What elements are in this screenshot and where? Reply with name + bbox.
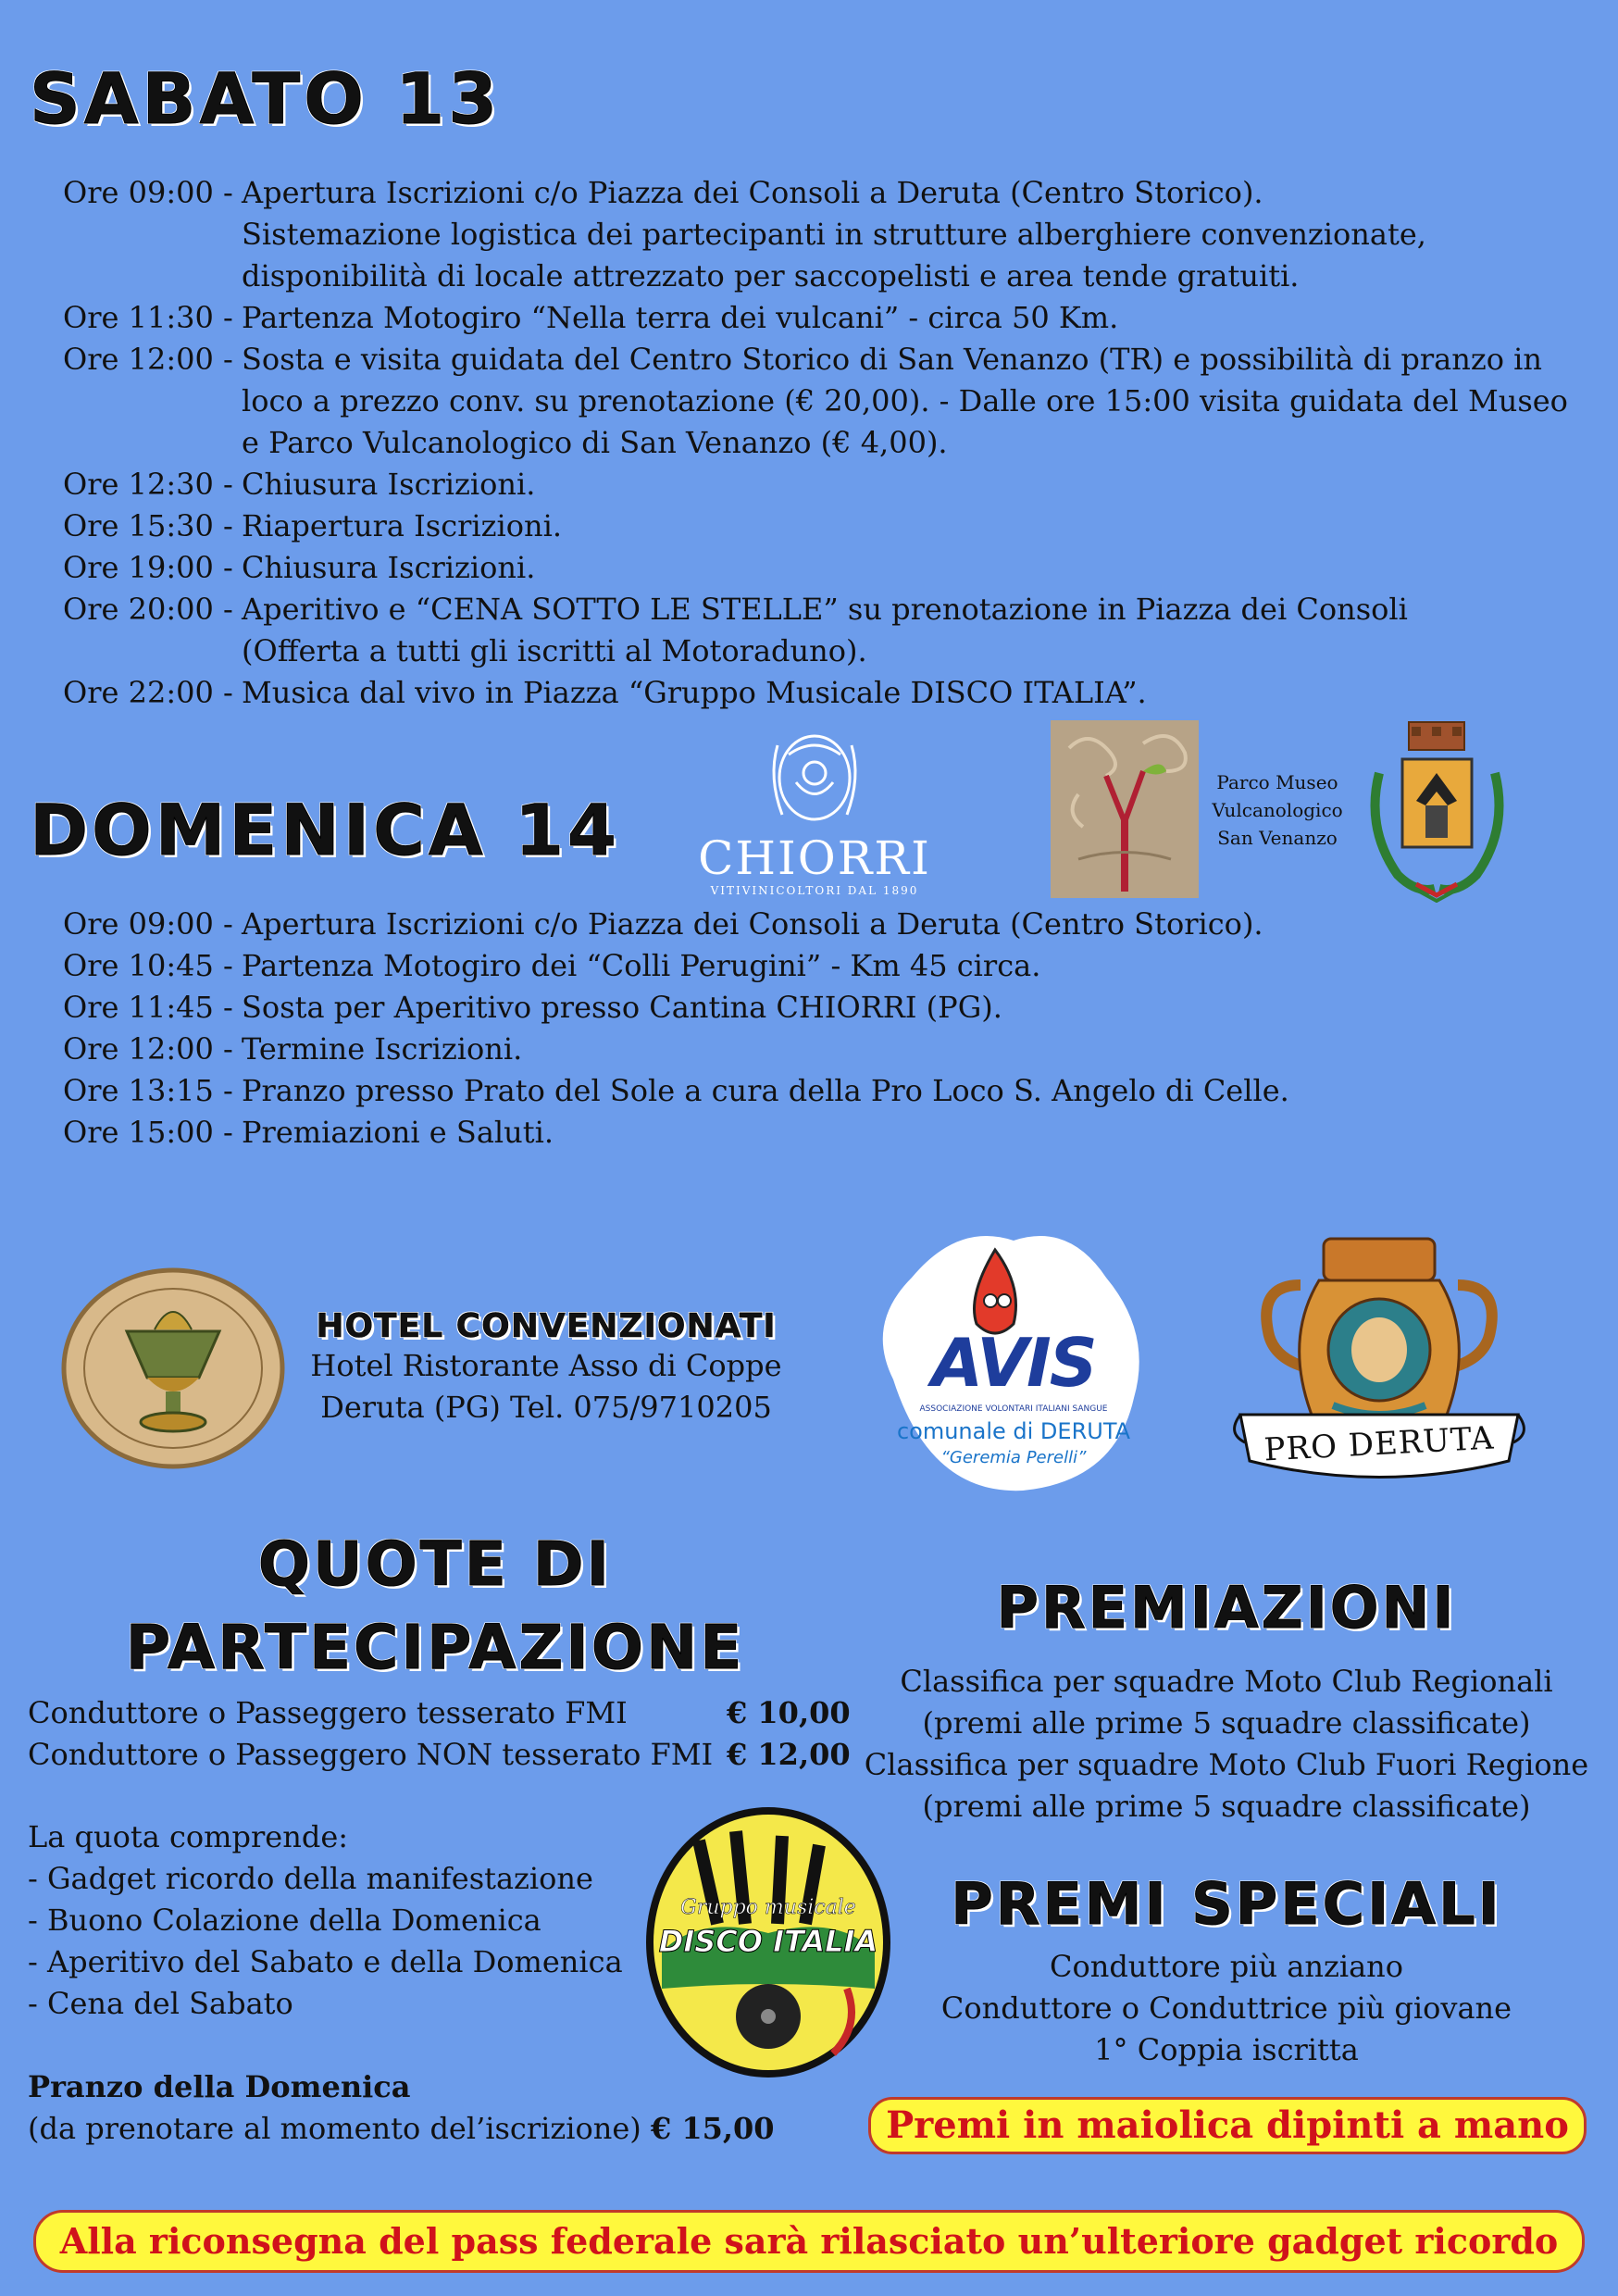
premiazioni-list: [842, 1661, 1611, 1828]
schedule-line: Riapertura Iscrizioni.: [242, 508, 563, 543]
schedule-line: Sosta e visita guidata del Centro Storico di San Venanzo (TR) e possibilità di pranzo in: [242, 342, 1542, 377]
lunch-price: € 15,00: [650, 2111, 775, 2146]
saturday-title: SABATO 13: [30, 57, 502, 140]
chiorri-sub: VITIVINICOLTORI DAL 1890: [710, 884, 919, 897]
premi-speciali-heading: PREMI SPECIALI: [951, 1870, 1502, 1938]
schedule-line: Sistemazione logistica dei partecipanti in strutture alberghiere convenzionate,: [242, 217, 1426, 252]
schedule-line: Aperitivo e “CENA SOTTO LE STELLE” su prenotazione in Piazza dei Consoli: [242, 592, 1408, 627]
avis-comunale: comunale di DERUTA: [896, 1418, 1131, 1444]
parco-museo-logo: [1051, 720, 1199, 898]
schedule-row: [63, 1070, 1599, 1112]
schedule-line: loco a prezzo conv. su prenotazione (€ 20,00). - Dalle ore 15:00 visita guidata del Museo: [242, 383, 1568, 418]
hotel-name: Hotel Ristorante Asso di Coppe: [310, 1348, 782, 1383]
schedule-description: [242, 1029, 1599, 1070]
schedule-line: Chiusura Iscrizioni.: [242, 467, 536, 502]
schedule-row: [63, 1112, 1599, 1154]
quote-heading-line-1: QUOTE DI: [257, 1529, 613, 1600]
includes-title: La quota comprende:: [28, 1819, 349, 1854]
quote-row-price: € 12,00: [727, 1737, 851, 1772]
schedule-description: [242, 904, 1599, 945]
schedule-row: [63, 339, 1599, 464]
quote-row: [28, 1692, 861, 1734]
schedule-line: e Parco Vulcanologico di San Venanzo (€ 4,00).: [242, 425, 948, 460]
premi-speciali-list: [861, 1946, 1592, 2071]
quote-row-label: Conduttore o Passeggero tesserato FMI: [28, 1695, 628, 1730]
schedule-line: Apertura Iscrizioni c/o Piazza dei Consoli a Deruta (Centro Storico).: [242, 906, 1263, 942]
schedule-row: [63, 297, 1599, 339]
schedule-line: Termine Iscrizioni.: [242, 1031, 523, 1067]
hotel-seal-logo: [60, 1267, 287, 1470]
schedule-description: [242, 547, 1599, 589]
disco-italia-logo: [643, 1803, 893, 2081]
include-item: - Cena del Sabato: [28, 1986, 293, 2021]
premiazioni-heading: PREMIAZIONI: [996, 1574, 1457, 1641]
quote-heading: [56, 1523, 815, 1690]
sunday-schedule: [63, 904, 1599, 1154]
quote-row: [28, 1734, 861, 1776]
chiorri-logo: [685, 727, 944, 898]
schedule-time: Ore 12:00 -: [63, 342, 233, 377]
schedule-description: [242, 589, 1599, 672]
schedule-time: Ore 12:00 -: [63, 1031, 233, 1067]
footer-banner: Alla riconsegna del pass federale sarà rilasciato un’ulteriore gadget ricordo: [33, 2210, 1585, 2273]
quote-prices: [28, 1692, 861, 1776]
schedule-description: [242, 172, 1599, 297]
schedule-time: Ore 11:30 -: [63, 300, 233, 335]
premi-speciali-line: Conduttore più anziano: [1049, 1949, 1404, 1984]
schedule-row: [63, 1029, 1599, 1070]
goblet-icon: [60, 1267, 287, 1470]
pro-deruta-label: PRO DERUTA: [1263, 1419, 1496, 1469]
hotel-block: [301, 1307, 791, 1429]
disco-name: DISCO ITALIA: [658, 1924, 878, 1959]
schedule-line: Pranzo presso Prato del Sole a cura della Pro Loco S. Angelo di Celle.: [242, 1073, 1289, 1108]
hotel-phone: Deruta (PG) Tel. 075/9710205: [320, 1390, 772, 1425]
schedule-time: Ore 13:15 -: [63, 1073, 233, 1108]
schedule-description: [242, 297, 1599, 339]
schedule-line: Partenza Motogiro dei “Colli Perugini” - Km 45 circa.: [242, 948, 1041, 983]
schedule-time: Ore 22:00 -: [63, 675, 233, 710]
schedule-line: Partenza Motogiro “Nella terra dei vulcani” - circa 50 Km.: [242, 300, 1119, 335]
schedule-time: Ore 15:00 -: [63, 1115, 233, 1150]
saturday-schedule: [63, 172, 1599, 714]
schedule-description: [242, 464, 1599, 505]
schedule-description: [242, 672, 1599, 714]
parco-museo-text: [1203, 768, 1351, 852]
schedule-line: Sosta per Aperitivo presso Cantina CHIORRI (PG).: [242, 990, 1002, 1025]
schedule-line: (Offerta a tutti gli iscritti al Motoraduno).: [242, 633, 867, 668]
san-venanzo-crest: [1361, 718, 1513, 903]
maiolica-badge: Premi in maiolica dipinti a mano: [868, 2097, 1587, 2154]
schedule-time: Ore 19:00 -: [63, 550, 233, 585]
schedule-time: Ore 10:45 -: [63, 948, 233, 983]
quote-row-label: Conduttore o Passeggero NON tesserato FMI: [28, 1737, 714, 1772]
schedule-description: [242, 987, 1599, 1029]
quote-heading-line-2: PARTECIPAZIONE: [125, 1612, 745, 1683]
schedule-line: Chiusura Iscrizioni.: [242, 550, 536, 585]
schedule-line: disponibilità di locale attrezzato per saccopelisti e area tende gratuiti.: [242, 258, 1300, 293]
schedule-time: Ore 15:30 -: [63, 508, 233, 543]
avis-assoc: ASSOCIAZIONE VOLONTARI ITALIANI SANGUE: [919, 1404, 1108, 1414]
premiazioni-line: Classifica per squadre Moto Club Regionali: [900, 1664, 1553, 1699]
municipal-crest-icon: [1361, 718, 1513, 903]
schedule-row: [63, 945, 1599, 987]
avis-logo: [856, 1213, 1162, 1500]
schedule-description: [242, 1112, 1599, 1154]
schedule-time: Ore 09:00 -: [63, 906, 233, 942]
schedule-description: [242, 945, 1599, 987]
disco-top-label: Gruppo musicale: [680, 1896, 856, 1919]
schedule-row: [63, 505, 1599, 547]
premiazioni-line: (premi alle prime 5 squadre classificate): [922, 1789, 1531, 1824]
schedule-row: [63, 589, 1599, 672]
schedule-row: [63, 547, 1599, 589]
schedule-row: [63, 987, 1599, 1029]
schedule-row: [63, 672, 1599, 714]
schedule-line: Premiazioni e Saluti.: [242, 1115, 554, 1150]
premi-speciali-line: Conduttore o Conduttrice più giovane: [940, 1990, 1512, 2026]
pro-deruta-logo: [1222, 1229, 1537, 1507]
avis-name: AVIS: [931, 1324, 1096, 1402]
lunch-note: (da prenotare al momento del’iscrizione): [28, 2111, 641, 2146]
parco-line-3: San Venanzo: [1217, 827, 1338, 849]
schedule-row: [63, 172, 1599, 297]
include-item: - Gadget ricordo della manifestazione: [28, 1861, 593, 1896]
include-item: - Aperitivo del Sabato e della Domenica: [28, 1944, 623, 1979]
parco-line-1: Parco Museo: [1216, 771, 1338, 793]
tree-icon: [1051, 720, 1199, 898]
include-item: - Buono Colazione della Domenica: [28, 1903, 541, 1938]
schedule-row: [63, 904, 1599, 945]
quote-row-price: € 10,00: [727, 1695, 851, 1730]
schedule-time: Ore 20:00 -: [63, 592, 233, 627]
schedule-time: Ore 11:45 -: [63, 990, 233, 1025]
lunch-title: Pranzo della Domenica: [28, 2069, 411, 2104]
schedule-description: [242, 1070, 1599, 1112]
avis-person: “Geremia Perelli”: [940, 1448, 1087, 1467]
schedule-line: Apertura Iscrizioni c/o Piazza dei Consoli a Deruta (Centro Storico).: [242, 175, 1263, 210]
premi-speciali-line: 1° Coppia iscritta: [1094, 2032, 1359, 2067]
premiazioni-line: (premi alle prime 5 squadre classificate): [922, 1705, 1531, 1741]
hotel-heading: HOTEL CONVENZIONATI: [316, 1307, 777, 1345]
schedule-row: [63, 464, 1599, 505]
schedule-time: Ore 12:30 -: [63, 467, 233, 502]
schedule-line: Musica dal vivo in Piazza “Gruppo Musicale DISCO ITALIA”.: [242, 675, 1147, 710]
premiazioni-line: Classifica per squadre Moto Club Fuori Regione: [864, 1747, 1589, 1782]
chiorri-crest-icon: [685, 727, 944, 829]
parco-line-2: Vulcanologico: [1212, 799, 1343, 821]
chiorri-name: CHIORRI: [698, 831, 931, 885]
schedule-description: [242, 505, 1599, 547]
schedule-time: Ore 09:00 -: [63, 175, 233, 210]
sunday-title: DOMENICA 14: [30, 789, 620, 871]
quote-includes: [28, 1816, 639, 2025]
schedule-description: [242, 339, 1599, 464]
